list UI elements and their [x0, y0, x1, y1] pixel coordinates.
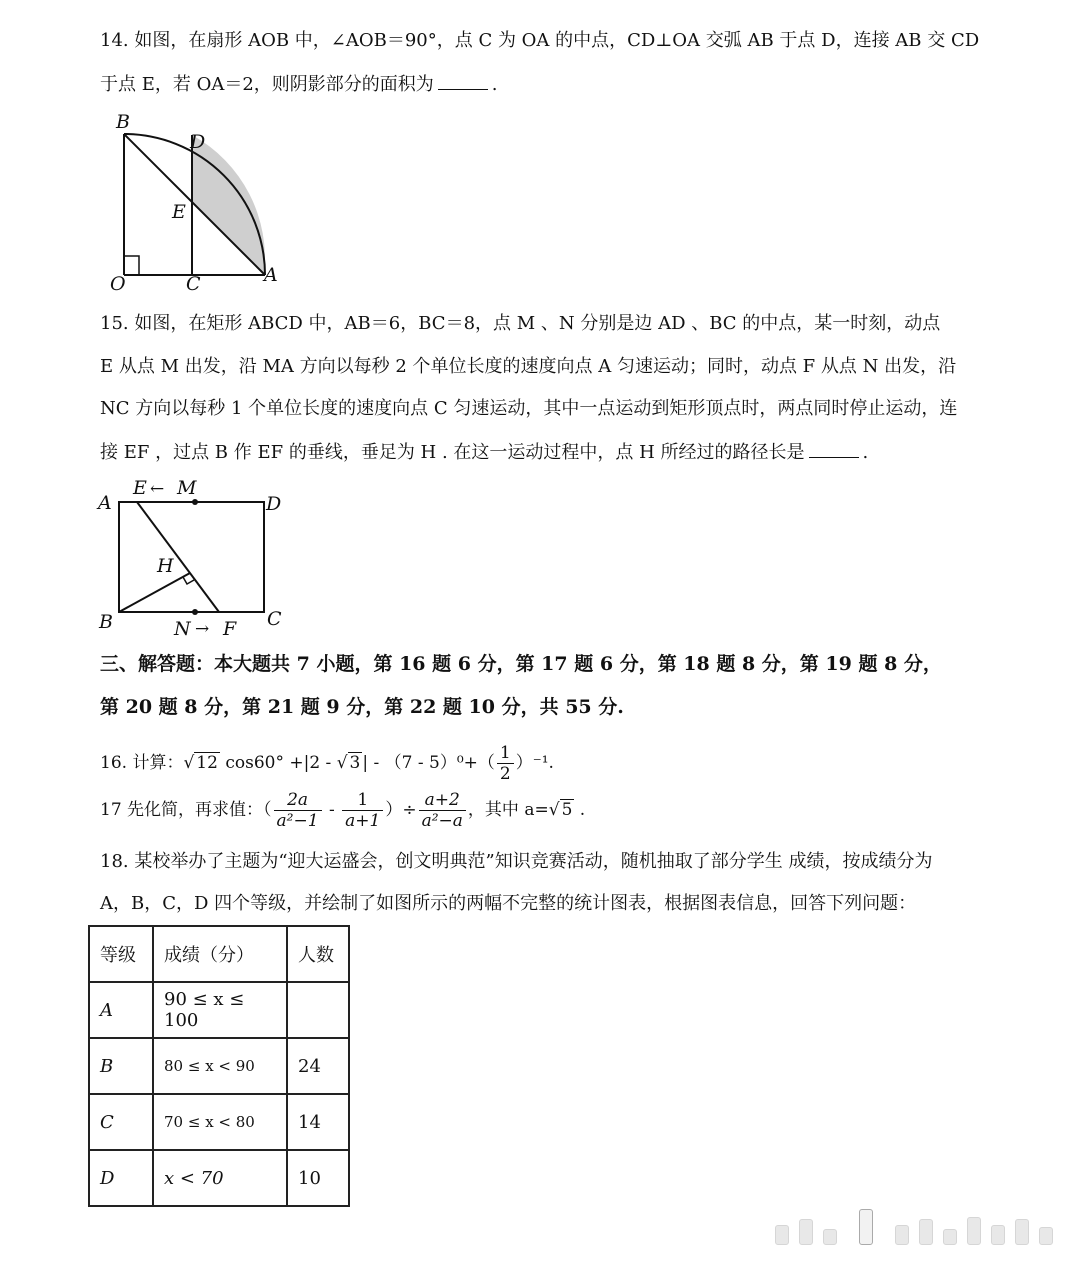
label-a: A — [98, 492, 112, 514]
label-e: E — [172, 201, 186, 223]
label-d: D — [266, 493, 282, 515]
arrow-left-icon: ← — [150, 479, 165, 499]
sqrt-12: 12 — [196, 753, 218, 773]
label-c: C — [186, 273, 201, 295]
fraction-2a: $\frac{2a}{\text{a²−1}}$ — [274, 790, 322, 831]
q15-line4 — [100, 439, 868, 466]
header-count: 人数 — [287, 926, 349, 982]
fraction-one-half: $\frac{1}{2}$ — [497, 743, 514, 784]
q15-rectangle-figure — [95, 472, 305, 642]
segment-bh — [119, 573, 190, 612]
header-score: 成绩（分） — [153, 926, 287, 982]
q14-line2 — [100, 71, 498, 98]
label-b: B — [99, 611, 113, 633]
point-m — [192, 499, 198, 505]
label-h: H — [157, 555, 174, 577]
q17-prefix: 17 先化简，再求值：（ — [100, 800, 272, 820]
q14-sector-figure — [100, 108, 300, 298]
fraction-1: $\frac{1}{a+1}$ — [342, 790, 383, 831]
range-cell: 90 ≤ x ≤ 100 — [153, 982, 287, 1038]
range-cell: 80 ≤ x < 90 — [153, 1038, 287, 1094]
grade-cell: D — [89, 1150, 153, 1206]
table-row — [89, 1038, 349, 1094]
grade-cell: B — [89, 1038, 153, 1094]
count-cell — [287, 982, 349, 1038]
q18-line1: 18. 某校举办了主题为“迎大运盛会，创文明典范”知识竞赛活动，随机抽取了部分学生 成绩，按成绩分为 — [100, 851, 933, 872]
right-angle-mark — [183, 577, 194, 584]
shaded-region — [192, 135, 265, 275]
label-a: A — [264, 264, 278, 286]
label-n: N — [174, 618, 191, 640]
label-d: D — [190, 131, 206, 153]
label-c: C — [267, 608, 282, 630]
label-o: O — [110, 273, 126, 295]
count-cell: 10 — [287, 1150, 349, 1206]
q15-line4-end: . — [862, 442, 869, 463]
q14-line2-end: . — [491, 74, 498, 95]
range-cell: x < 70 — [153, 1150, 287, 1206]
q17-divide: ）÷ — [385, 800, 417, 820]
rectangle-abcd — [119, 502, 264, 612]
q17-end: . — [574, 800, 586, 820]
q15-line3: NC 方向以每秒 1 个单位长度的速度向点 C 匀速运动，其中一点运动到矩形顶点时，两点同时停止运动，连 — [100, 398, 958, 419]
arrow-right-icon: → — [195, 619, 210, 639]
table-row — [89, 1150, 349, 1206]
right-angle-mark — [124, 256, 139, 275]
grade-cell: A — [89, 982, 153, 1038]
q15-line4-text: 接 EF ，过点 B 作 EF 的垂线，垂足为 H . 在这一运动过程中，点 H 所经过的路径长是 — [100, 442, 805, 463]
answer-blank-15 — [809, 439, 859, 458]
section3-heading-line1: 三、解答题：本大题共 7 小题，第 16 题 6 分，第 17 题 6 分，第 18 题 8 分，第 19 题 8 分， — [100, 653, 942, 675]
q14-line1: 14. 如图，在扇形 AOB 中，∠AOB＝90°，点 C 为 OA 的中点，CD⊥OA 交弧 AB 于点 D，连接 AB 交 CD — [100, 30, 980, 51]
table-row — [89, 982, 349, 1038]
q17-expression: 17 先化简，再求值：（ $\frac{2a}{\text{a²−1}}$ - $\frac{1}{a+1}$ ）÷ $\frac{a+2}{\text{a²−a}}$ ，其中 a=√ 5 . — [100, 790, 586, 831]
q18-line2: A，B，C，D 四个等级，并绘制了如图所示的两幅不完整的统计图表，根据图表信息，回答下列问题： — [100, 893, 917, 914]
label-b: B — [116, 111, 130, 133]
grade-table — [88, 925, 350, 1207]
label-m: M — [177, 477, 197, 499]
label-f: F — [223, 618, 237, 640]
count-cell: 24 — [287, 1038, 349, 1094]
sqrt-5: 5 — [561, 800, 573, 820]
label-e: E — [133, 477, 147, 499]
q15-line1: 15. 如图，在矩形 ABCD 中，AB＝6，BC＝8，点 M 、N 分别是边 AD 、BC 的中点，某一时刻，动点 — [100, 313, 941, 334]
q17-minus: - — [323, 800, 341, 820]
q16-expression: 16. 计算：√ 12 cos60° +|2 - √ 3 | - （7 - 5）⁰+（ $\frac{1}{2}$ ）⁻¹. — [100, 743, 554, 784]
q16-part2: | - （7 - 5）⁰+（ — [362, 753, 495, 773]
sqrt-3: 3 — [349, 753, 361, 773]
grade-cell: C — [89, 1094, 153, 1150]
fraction-a-plus-2: $\frac{a+2}{\text{a²−a}}$ — [419, 790, 466, 831]
q17-suffix: ，其中 a= — [467, 800, 549, 820]
q16-part3: ）⁻¹. — [515, 753, 554, 773]
range-cell: 70 ≤ x < 80 — [153, 1094, 287, 1150]
point-n — [192, 609, 198, 615]
q16-prefix: 16. 计算： — [100, 753, 184, 773]
table-row — [89, 1094, 349, 1150]
q14-line2-text: 于点 E，若 OA＝2，则阴影部分的面积为 — [100, 74, 434, 95]
count-cell: 14 — [287, 1094, 349, 1150]
q16-part1: cos60° +|2 - — [219, 753, 337, 773]
watermark-bars-icon — [775, 1205, 1065, 1251]
answer-blank-14 — [438, 71, 488, 90]
header-grade: 等级 — [89, 926, 153, 982]
table-header-row — [89, 926, 349, 982]
q15-line2: E 从点 M 出发，沿 MA 方向以每秒 2 个单位长度的速度向点 A 匀速运动；同时，动点 F 从点 N 出发，沿 — [100, 356, 957, 377]
section3-heading-line2: 第 20 题 8 分，第 21 题 9 分，第 22 题 10 分，共 55 分. — [100, 696, 624, 718]
